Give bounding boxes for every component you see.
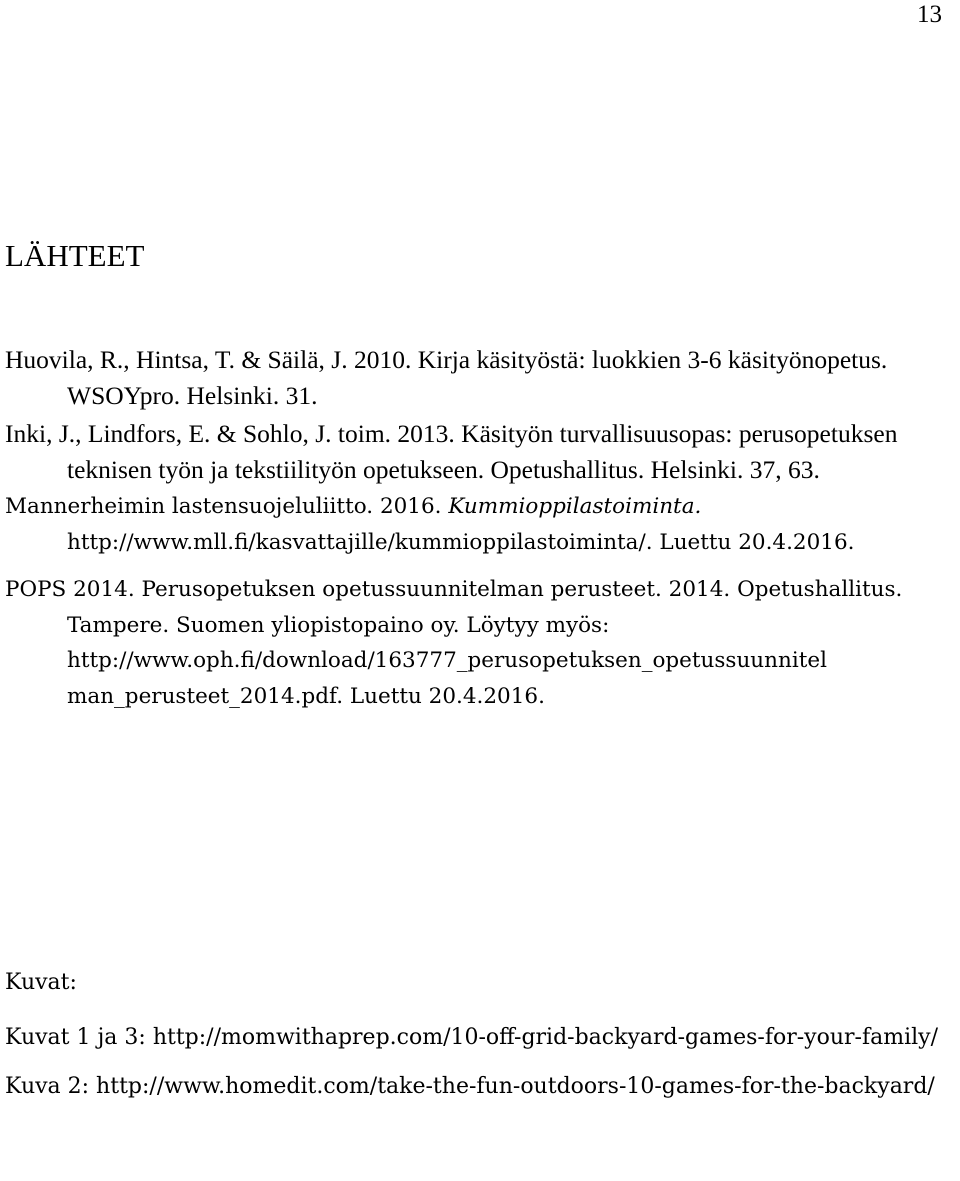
reference-url: http://www.mll.fi/kasvattajille/kummioppilastoiminta/. Luettu 20.4.2016. — [67, 529, 855, 555]
page-number: 13 — [917, 1, 942, 28]
references-heading: LÄHTEET — [5, 238, 145, 273]
reference-list — [0, 342, 960, 717]
reference-item — [0, 489, 960, 560]
reference-text: Mannerheimin lastensuojeluliitto. 2016. — [5, 494, 449, 519]
reference-text: Huovila, R., Hintsa, T. & Säilä, J. 2010. Kirja käsityöstä: luokkien 3-6 käsityönopetus. WSOYpro. Helsinki. 31. — [5, 345, 888, 410]
reference-text: Inki, J., Lindfors, E. & Sohlo, J. toim. 2013. Käsityön turvallisuusopas: perusopetuksen teknisen työn ja tekstiilityön opetukseen. Opetushallitus. Helsinki. 37, 63. — [5, 419, 898, 484]
reference-item — [0, 342, 960, 413]
reference-item — [0, 572, 960, 714]
image-source-list — [0, 1020, 960, 1118]
reference-item — [0, 416, 960, 487]
image-source-item: Kuva 2: http://www.homedit.com/take-the-fun-outdoors-10-games-for-the-backyard/ — [5, 1074, 935, 1099]
reference-title: Kummioppilastoiminta. — [448, 494, 702, 519]
image-source-item: Kuvat 1 ja 3: http://momwithaprep.com/10-off-grid-backyard-games-for-your-family/ — [5, 1025, 938, 1050]
reference-text: POPS 2014. Perusopetuksen opetussuunnitelman perusteet. 2014. Opetushallitus. Tampere. Suomen yliopistopaino oy. Löytyy myös: http://www.oph.fi/download/163777_perusopetuksen_opetussuunnitel man_perusteet_2014.pdf. Luettu 20.4.2016. — [5, 577, 903, 709]
images-heading: Kuvat: — [5, 970, 77, 995]
